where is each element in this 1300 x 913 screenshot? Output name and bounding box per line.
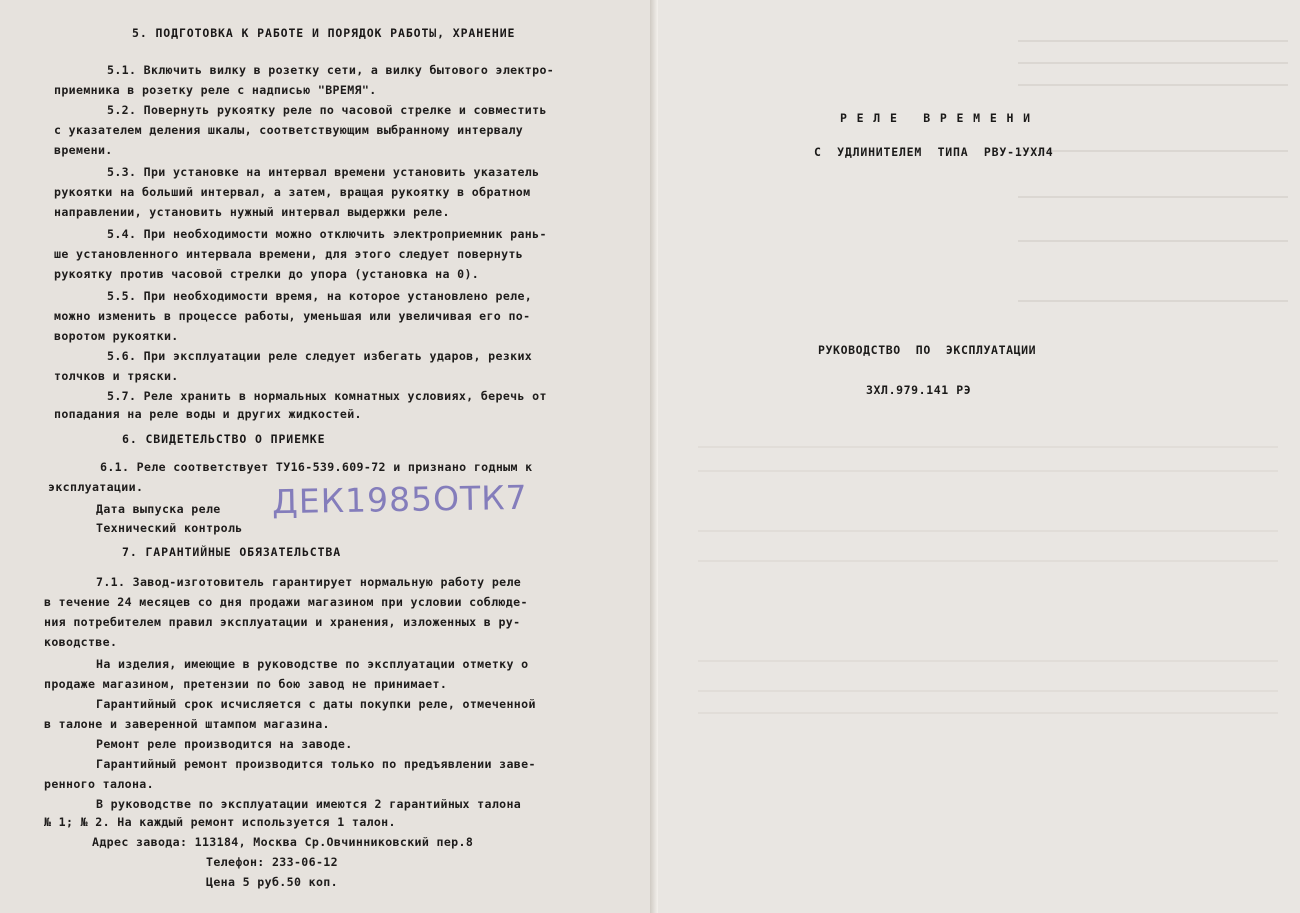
section-7-line: 7.1. Завод-изготовитель гарантирует нормальную работу реле xyxy=(96,575,522,589)
section-5-line: ше установленного интервала времени, для этого следует повернуть xyxy=(54,247,524,261)
bleed-through-line xyxy=(698,712,1278,714)
bleed-through-line xyxy=(698,660,1278,662)
bleed-through-line xyxy=(1018,196,1288,198)
bleed-through-line xyxy=(698,446,1278,448)
technical-control-label: Технический контроль xyxy=(96,521,243,535)
section-7-line: ния потребителем правил эксплуатации и хранения, изложенных в ру- xyxy=(44,615,521,629)
factory-phone: Телефон: 233-06-12 xyxy=(206,855,338,869)
section-6-heading: 6. СВИДЕТЕЛЬСТВО О ПРИЕМКЕ xyxy=(122,432,326,446)
bleed-through-line xyxy=(698,560,1278,562)
release-date-label: Дата выпуска реле xyxy=(96,502,221,516)
section-7-line: в талоне и заверенной штампом магазина. xyxy=(44,717,330,731)
section-7-line: ренного талона. xyxy=(44,777,154,791)
document-code: ЗХЛ.979.141 РЭ xyxy=(866,383,972,397)
otk-stamp: ДЕК1985ОТК7 xyxy=(271,477,528,522)
document-title: Р Е Л Е В Р Е М Е Н И xyxy=(840,111,1032,125)
right-page xyxy=(658,0,1300,913)
section-7-line: продаже магазином, претензии по бою завод не принимает. xyxy=(44,677,448,691)
section-5-line: 5.1. Включить вилку в розетку сети, а вилку бытового электро- xyxy=(107,63,555,77)
section-5-line: воротом рукоятки. xyxy=(54,329,179,343)
manual-label: РУКОВОДСТВО ПО ЭКСПЛУАТАЦИИ xyxy=(818,343,1037,357)
document-subtitle: С УДЛИНИТЕЛЕМ ТИПА РВУ-1УХЛ4 xyxy=(814,145,1054,159)
section-5-line: можно изменить в процессе работы, уменьшая или увеличивая его по- xyxy=(54,309,531,323)
bleed-through-line xyxy=(1018,240,1288,242)
bleed-through-line xyxy=(698,690,1278,692)
section-5-line: толчков и тряски. xyxy=(54,369,179,383)
section-5-line: 5.7. Реле хранить в нормальных комнатных условиях, беречь от xyxy=(107,389,547,403)
bleed-through-line xyxy=(698,530,1278,532)
section-7-line: № 1; № 2. На каждый ремонт используется 1 талон. xyxy=(44,815,396,829)
section-5-line: приемника в розетку реле с надписью "ВРЕМЯ". xyxy=(54,83,377,97)
factory-address: Адрес завода: 113184, Москва Ср.Овчинниковский пер.8 xyxy=(92,835,474,849)
section-5-line: попадания на реле воды и других жидкостей. xyxy=(54,407,362,421)
section-6-line: 6.1. Реле соответствует ТУ16-539.609-72 и признано годным к xyxy=(100,460,533,474)
bleed-through-line xyxy=(1018,150,1288,152)
section-7-line: На изделия, имеющие в руководстве по эксплуатации отметку о xyxy=(96,657,529,671)
section-5-line: направлении, установить нужный интервал выдержки реле. xyxy=(54,205,450,219)
section-5-line: с указателем деления шкалы, соответствующим выбранному интервалу xyxy=(54,123,524,137)
bleed-through-line xyxy=(1018,84,1288,86)
section-5-line: 5.5. При необходимости время, на которое установлено реле, xyxy=(107,289,533,303)
bleed-through-line xyxy=(1018,40,1288,42)
section-5-line: 5.3. При установке на интервал времени установить указатель xyxy=(107,165,540,179)
section-7-heading: 7. ГАРАНТИЙНЫЕ ОБЯЗАТЕЛЬСТВА xyxy=(122,545,342,559)
section-5-line: 5.6. При эксплуатации реле следует избегать ударов, резких xyxy=(107,349,533,363)
section-7-line: Гарантийный ремонт производится только по предъявлении заве- xyxy=(96,757,536,771)
section-5-line: рукоятку против часовой стрелки до упора (установка на 0). xyxy=(54,267,480,281)
section-7-line: Гарантийный срок исчисляется с даты покупки реле, отмеченной xyxy=(96,697,536,711)
bleed-through-line xyxy=(1018,62,1288,64)
section-5-line: 5.2. Повернуть рукоятку реле по часовой стрелке и совместить xyxy=(107,103,547,117)
section-5-heading: 5. ПОДГОТОВКА К РАБОТЕ И ПОРЯДОК РАБОТЫ, ХРАНЕНИЕ xyxy=(132,26,516,40)
section-7-line: в течение 24 месяцев со дня продажи магазином при условии соблюде- xyxy=(44,595,528,609)
section-5-line: времени. xyxy=(54,143,113,157)
section-5-line: рукоятки на больший интервал, а затем, вращая рукоятку в обратном xyxy=(54,185,531,199)
price: Цена 5 руб.50 коп. xyxy=(206,875,338,889)
section-6-line: эксплуатации. xyxy=(48,480,144,494)
bleed-through-line xyxy=(698,470,1278,472)
bleed-through-line xyxy=(1018,300,1288,302)
section-7-line: Ремонт реле производится на заводе. xyxy=(96,737,353,751)
section-7-line: ководстве. xyxy=(44,635,118,649)
section-7-line: В руководстве по эксплуатации имеются 2 гарантийных талона xyxy=(96,797,522,811)
section-5-line: 5.4. При необходимости можно отключить электроприемник рань- xyxy=(107,227,547,241)
